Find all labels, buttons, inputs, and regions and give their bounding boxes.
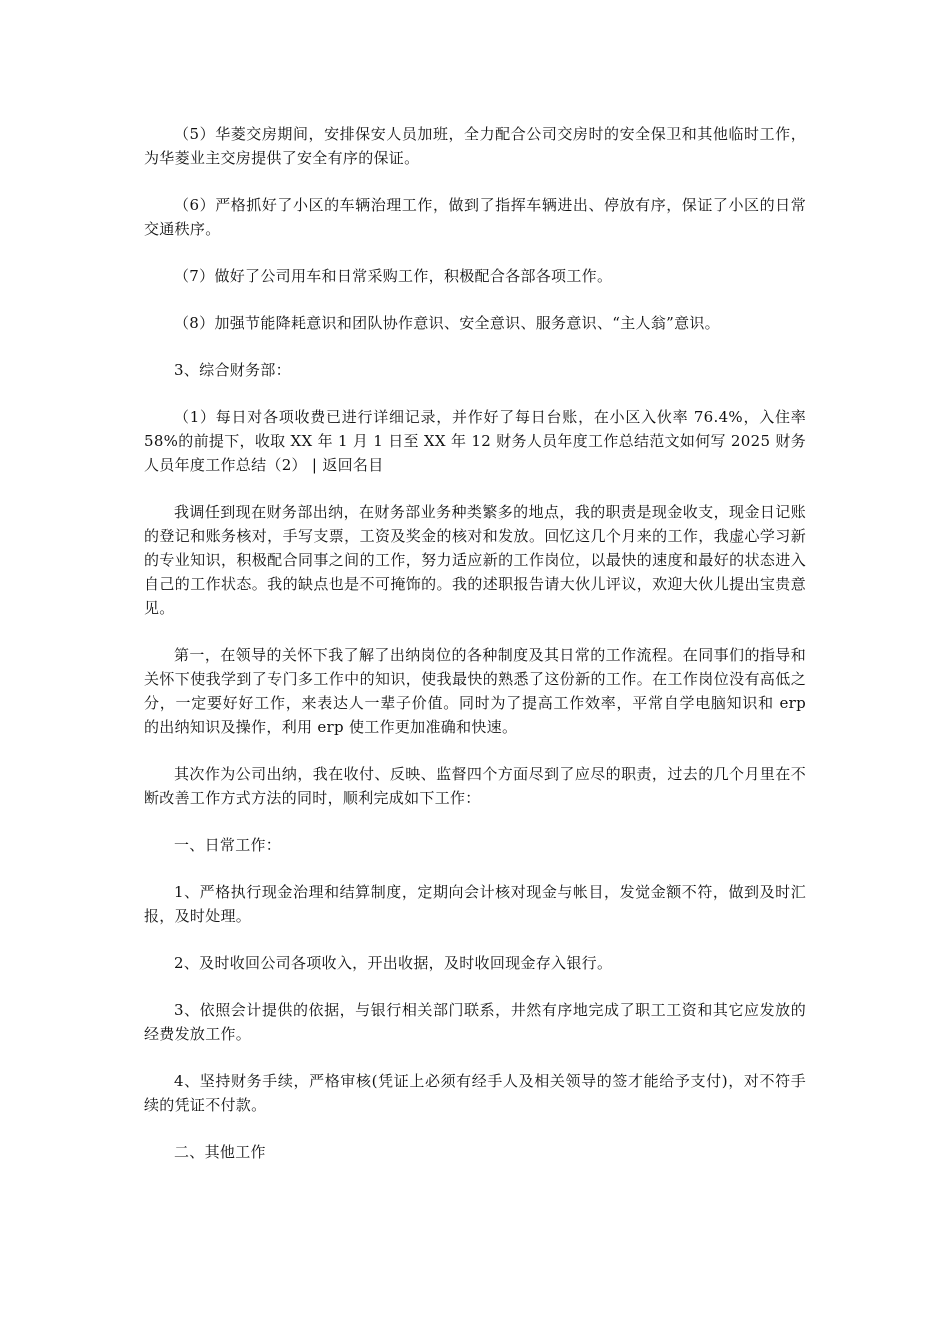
list-item-4: 4、坚持财务手续，严格审核(凭证上必须有经手人及相关领导的签才能给予支付)，对不符手续的凭证不付款。 — [144, 1072, 806, 1114]
list-item-3: 3、依照会计提供的依据，与银行相关部门联系，井然有序地完成了职工工资和其它应发放的经费发放工作。 — [144, 1001, 806, 1043]
section-heading-daily-work: 一、日常工作： — [174, 836, 282, 854]
paragraph-finance-1: （1）每日对各项收费已进行详细记录，并作好了每日台账，在小区入伙率 76.4%，入住率 58%的前提下，收取 XX 年 1 月 1 日至 XX 年 12 财务人员年度工作总结范文如何写 2025 财务人员年度工作总结（2） | 返回名目 — [144, 408, 806, 474]
paragraph-item-8: （8）加强节能降耗意识和团队协作意识、安全意识、服务意识、“主人翁”意识。 — [174, 314, 720, 332]
paragraph-item-5: （5）华菱交房期间，安排保安人员加班，全力配合公司交房时的安全保卫和其他临时工作，为华菱业主交房提供了安全有序的保证。 — [144, 125, 806, 167]
paragraph-item-6: （6）严格抓好了小区的车辆治理工作，做到了指挥车辆进出、停放有序，保证了小区的日常交通秩序。 — [144, 196, 806, 238]
paragraph-second: 其次作为公司出纳，我在收付、反映、监督四个方面尽到了应尽的职责，过去的几个月里在不断改善工作方式方法的同时，顺利完成如下工作： — [144, 765, 806, 807]
section-heading-finance: 3、综合财务部： — [174, 361, 291, 379]
section-heading-other-work: 二、其他工作 — [174, 1143, 266, 1161]
paragraph-intro: 我调任到现在财务部出纳，在财务部业务种类繁多的地点，我的职责是现金收支，现金日记账的登记和账务核对，手写支票，工资及奖金的核对和发放。回忆这几个月来的工作，我虚心学习新的专业知识，积极配合同事之间的工作，努力适应新的工作岗位，以最快的速度和最好的状态进入自己的工作状态。我的缺点也是不可掩饰的。我的述职报告请大伙儿评议，欢迎大伙儿提出宝贵意见。 — [144, 503, 806, 617]
paragraph-first: 第一，在领导的关怀下我了解了出纳岗位的各种制度及其日常的工作流程。在同事们的指导和关怀下使我学到了专门多工作中的知识，使我最快的熟悉了这份新的工作。在工作岗位没有高低之分，一定要好好工作，来表达人一辈子价值。同时为了提高工作效率，平常自学电脑知识和 erp 的出纳知识及操作，利用 erp 使工作更加准确和快速。 — [144, 646, 806, 736]
list-item-1: 1、严格执行现金治理和结算制度，定期向会计核对现金与帐目，发觉金额不符，做到及时汇报，及时处理。 — [144, 883, 806, 925]
paragraph-item-7: （7）做好了公司用车和日常采购工作，积极配合各部各项工作。 — [174, 267, 613, 285]
list-item-2: 2、及时收回公司各项收入，开出收据，及时收回现金存入银行。 — [174, 954, 613, 972]
document-page — [144, 122, 806, 1187]
